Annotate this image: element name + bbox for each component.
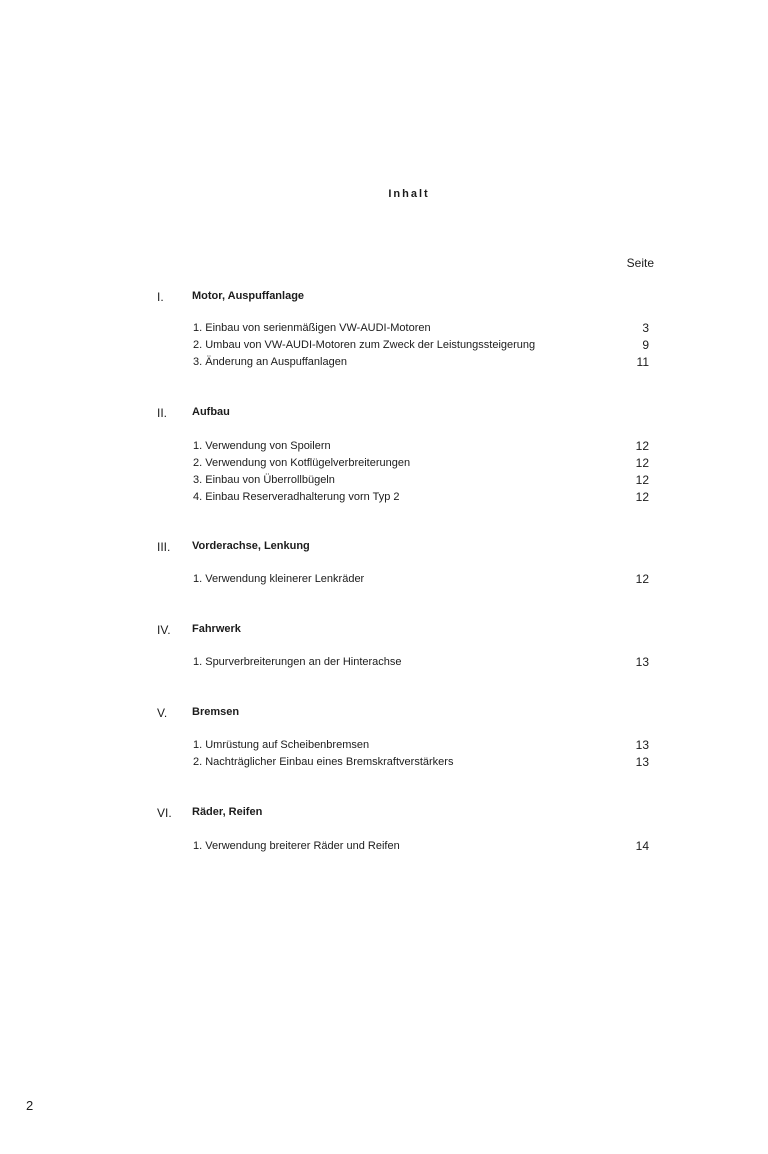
entry-list (193, 838, 649, 855)
toc-entry (193, 354, 649, 371)
entry-list (193, 571, 649, 588)
entry-text: 1. Einbau von serienmäßigen VW-AUDI-Motoren (193, 322, 431, 334)
toc-entry (193, 438, 649, 455)
entry-page: 12 (635, 490, 649, 504)
entry-text: 1. Verwendung kleinerer Lenkräder (193, 573, 365, 585)
toc-entry (193, 320, 649, 337)
toc-entry (193, 838, 649, 855)
entry-page: 9 (642, 338, 649, 352)
toc-entry (193, 654, 649, 671)
entry-text: 1. Verwendung breiterer Räder und Reifen (193, 840, 400, 852)
section-title: Fahrwerk (192, 623, 241, 635)
entry-page: 11 (636, 355, 649, 369)
entry-page: 14 (635, 839, 649, 853)
section-title: Räder, Reifen (192, 806, 263, 818)
section-number: IV. (157, 623, 171, 637)
entry-page: 12 (635, 456, 649, 470)
entry-page: 12 (635, 572, 649, 586)
toc-entry (193, 337, 649, 354)
section-number: II. (157, 406, 168, 420)
toc-entry (193, 489, 649, 506)
toc-entry (193, 754, 649, 771)
section-number: III. (157, 540, 171, 554)
entry-text: 3. Einbau von Überrollbügeln (193, 474, 335, 486)
entry-page: 3 (642, 321, 649, 335)
entry-page: 13 (635, 655, 649, 669)
entry-list (193, 737, 649, 771)
entry-page: 13 (635, 738, 649, 752)
entry-text: 1. Verwendung von Spoilern (193, 440, 331, 452)
page-column-label: Seite (626, 256, 654, 270)
toc-entry (193, 571, 649, 588)
entry-text: 2. Umbau von VW-AUDI-Motoren zum Zweck der Leistungssteigerung (193, 339, 536, 351)
entry-text: 4. Einbau Reserveradhalterung vorn Typ 2 (193, 491, 400, 503)
section-number: V. (157, 706, 168, 720)
section-title: Vorderachse, Lenkung (192, 540, 310, 552)
entry-page: 12 (635, 473, 649, 487)
section-title: Bremsen (192, 706, 240, 718)
page-number: 2 (26, 1098, 34, 1113)
section-title: Aufbau (192, 406, 230, 418)
section-number: I. (157, 290, 164, 304)
entry-list (193, 438, 649, 506)
entry-text: 1. Spurverbreiterungen an der Hinterachse (193, 656, 402, 668)
page-title: Inhalt (388, 188, 430, 200)
toc-entry (193, 737, 649, 754)
section-number: VI. (157, 806, 172, 820)
entry-text: 1. Umrüstung auf Scheibenbremsen (193, 739, 370, 751)
entry-text: 2. Verwendung von Kotflügelverbreiterungen (193, 457, 411, 469)
entry-list (193, 654, 649, 671)
section-title: Motor, Auspuffanlage (192, 290, 305, 302)
entry-list (193, 320, 649, 371)
toc-entry (193, 455, 649, 472)
toc-entry (193, 472, 649, 489)
entry-text: 3. Änderung an Auspuffanlagen (193, 356, 347, 368)
entry-page: 13 (635, 755, 649, 769)
entry-text: 2. Nachträglicher Einbau eines Bremskraftverstärkers (193, 756, 454, 768)
entry-page: 12 (635, 439, 649, 453)
